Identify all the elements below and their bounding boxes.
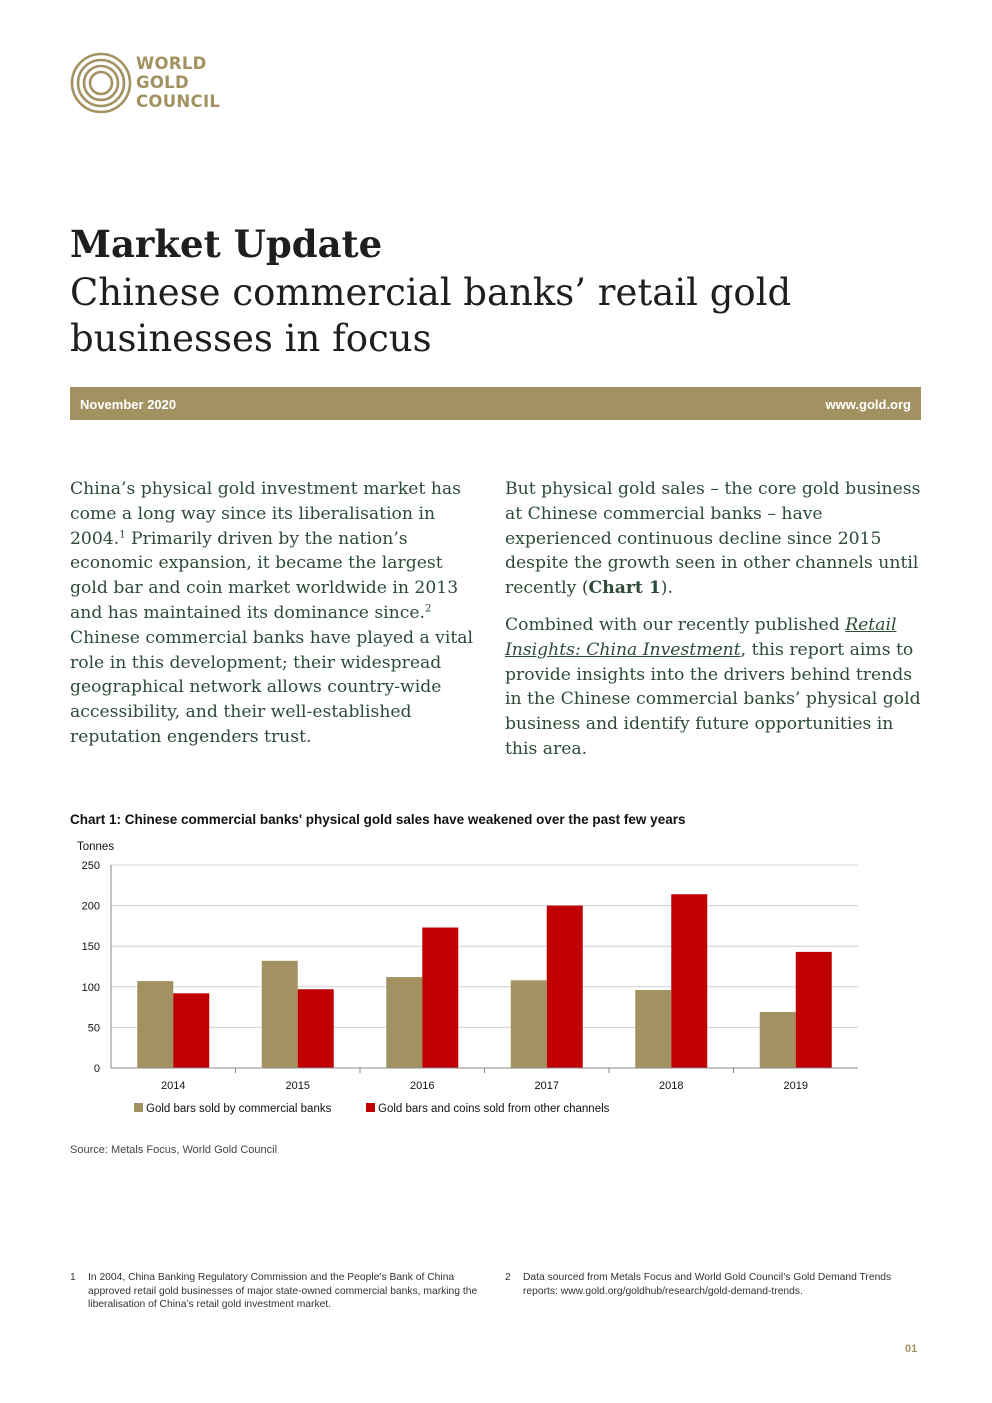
- intro-text-b: Primarily driven by the nation’s economic expansion, it became the largest gold bar and coin market worldwide in 2013 and has maintained its dominance since.: [70, 528, 459, 623]
- logo: [70, 52, 250, 114]
- y-axis-label: Tonnes: [77, 841, 115, 853]
- x-tick-label: 2018: [659, 1080, 684, 1092]
- chart-title: Chart 1: Chinese commercial banks' physical gold sales have weakened over the past few years: [70, 812, 686, 827]
- website-link[interactable]: www.gold.org: [825, 397, 911, 412]
- logo-line-1: WORLD: [136, 54, 207, 73]
- footnote-ref-2[interactable]: 2: [424, 603, 432, 615]
- retail-insights-link[interactable]: Retail Insights: China Investment: [505, 614, 897, 660]
- bar-series-2: [796, 952, 832, 1068]
- y-tick-label: 250: [81, 860, 100, 872]
- footnote-1-number: 1: [70, 1272, 76, 1283]
- legend-label: Gold bars and coins sold from other channels: [378, 1103, 610, 1115]
- legend-swatch: [366, 1103, 375, 1112]
- intro-text-c: Chinese commercial banks have played a vital role in this development; their widespread geographical network allows country-wide accessibility, and their well-established reputation engenders trust.: [70, 627, 474, 747]
- bar-series-1: [635, 990, 671, 1068]
- bars: [137, 894, 832, 1068]
- bar-series-2: [298, 989, 334, 1068]
- intro-text-a: China’s physical gold investment market has come a long way since its liberalisation in 2004.: [70, 479, 461, 549]
- bar-series-1: [137, 981, 173, 1068]
- footnote-1-text: In 2004, China Banking Regulatory Commission and the People’s Bank of China approved retail gold businesses of major state-owned commercial banks, marking the liberalisation of China’s retail gold investment market.: [88, 1272, 478, 1310]
- report-aims-text-b: , this report aims to provide insights into the drivers behind trends in the Chinese commercial banks’ physical gold business and identify future opportunities in this area.: [505, 639, 921, 759]
- chart-reference[interactable]: Chart 1: [588, 578, 661, 599]
- page-subtitle: Chinese commercial banks’ retail gold businesses in focus: [70, 271, 792, 360]
- body-right-column: [505, 477, 925, 762]
- legend: [134, 1103, 610, 1115]
- report-aims-text-a: Combined with our recently published: [505, 614, 846, 635]
- bar-series-2: [422, 928, 458, 1068]
- bar-series-1: [511, 980, 547, 1068]
- y-tick-label: 50: [87, 1022, 100, 1035]
- footnote-1: [70, 1271, 490, 1315]
- legend-swatch: [134, 1103, 143, 1112]
- bar-series-2: [547, 906, 583, 1068]
- logo-line-2: GOLD: [136, 73, 189, 92]
- page-title: Market Update: [70, 222, 383, 266]
- bar-series-1: [760, 1012, 796, 1068]
- bar-series-1: [386, 977, 422, 1068]
- footnote-2: [505, 1271, 925, 1315]
- x-tick-label: 2017: [534, 1080, 559, 1092]
- x-tick-label: 2019: [783, 1080, 808, 1092]
- x-tick-label: 2014: [161, 1080, 186, 1092]
- legend-label: Gold bars sold by commercial banks: [146, 1103, 332, 1115]
- publication-date: November 2020: [80, 397, 177, 412]
- logo-line-3: COUNCIL: [136, 92, 221, 111]
- gold-sales-text-a: But physical gold sales – the core gold business at Chinese commercial banks – have experienced continuous decline since 2015 despite the growth seen in other channels until recently (: [505, 479, 921, 599]
- date-band: [70, 387, 921, 420]
- x-tick-label: 2015: [285, 1080, 310, 1092]
- footnote-ref-1[interactable]: 1: [119, 528, 126, 540]
- y-tick-label: 0: [93, 1063, 100, 1075]
- bar-series-2: [671, 894, 707, 1068]
- footnote-2-number: 2: [505, 1272, 511, 1283]
- y-tick-label: 200: [81, 900, 100, 913]
- gridlines: [111, 865, 858, 1027]
- bar-chart: [60, 835, 880, 1120]
- intro-paragraph: [70, 477, 485, 750]
- y-tick-label: 100: [81, 981, 100, 994]
- gold-sales-text-b: ).: [660, 578, 673, 599]
- world-gold-council-rings-icon: [70, 52, 132, 114]
- paragraph-gold-sales: [505, 477, 925, 601]
- logo-text: [136, 54, 220, 111]
- chart-source: Source: Metals Focus, World Gold Council: [70, 1144, 278, 1156]
- footnote-2-text: Data sourced from Metals Focus and World Gold Council’s Gold Demand Trends reports: www.gold.org/goldhub/research/gold-demand-trends.: [523, 1272, 892, 1297]
- page-number: 01: [905, 1343, 918, 1355]
- bar-series-1: [262, 961, 298, 1068]
- body-left-column: [70, 477, 485, 750]
- paragraph-report-aims: [505, 613, 925, 762]
- bar-series-2: [173, 993, 209, 1068]
- y-tick-label: 150: [81, 941, 100, 954]
- x-tick-label: 2016: [410, 1080, 435, 1092]
